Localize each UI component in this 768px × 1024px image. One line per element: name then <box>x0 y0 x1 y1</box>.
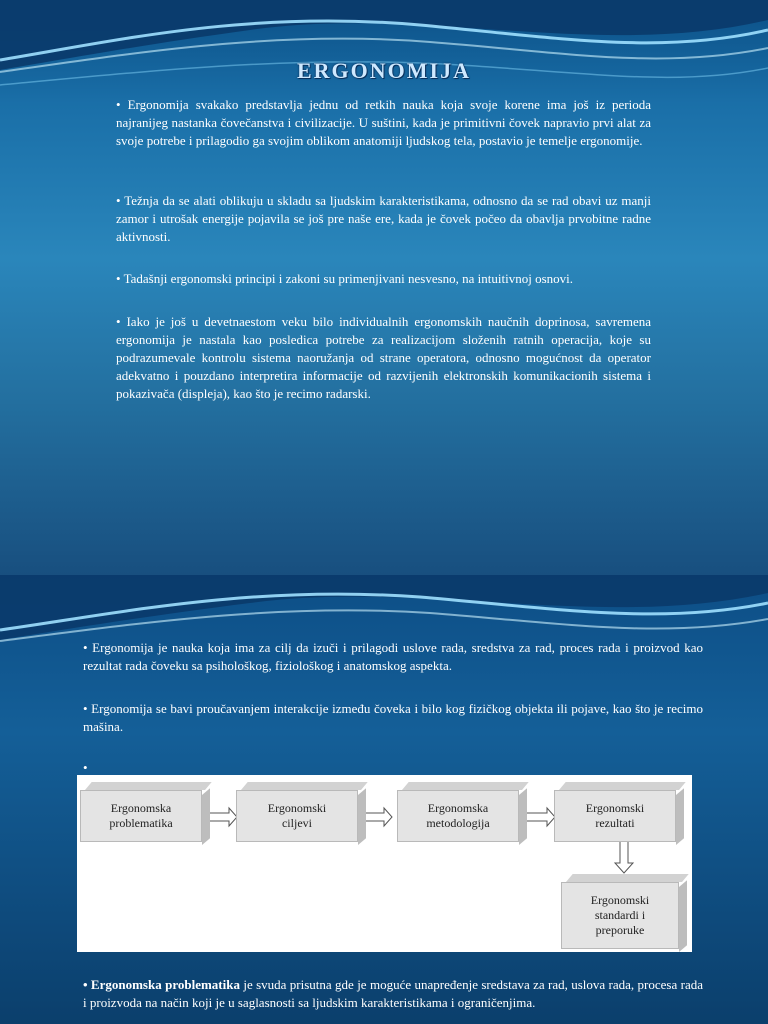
box-ergonomski-standardi: Ergonomski standardi i preporuke <box>561 882 679 949</box>
slide-2 <box>0 575 768 1024</box>
bold-term: • Ergonomska problematika <box>83 977 240 992</box>
arrow-down-icon <box>615 840 633 873</box>
box-ergonomska-problematika: Ergonomska problematika <box>80 790 202 842</box>
box-ergonomska-metodologija: Ergonomska metodologija <box>397 790 519 842</box>
paragraph-2: • Težnja da se alati oblikuju u skladu sa ljudskim karakteristikama, odnosno da se rad obavi uz manji zamor i utrošak energije pojavila se još pre naše ere, kada je čovek počeo da obavlja prvobitne radne aktivnosti. <box>116 193 651 244</box>
paragraph-3: • Tadašnji ergonomski principi i zakoni su primenjivani nesvesno, na intuitivnoj osnovi. <box>116 271 574 286</box>
paragraph-4: • Iako je još u devetnaestom veku bilo individualnih ergonomskih naučnih doprinosa, savremena ergonomija je nastala kao posledica potrebe za realizacijom složenih ratnih operacija, koje su podrazumevale kontrolu sistema naoružanja od strane operatora, odnosno mogućnost da operator adekvatno i pouzdano interpretira informacije od razvijenih elektronskih komunikacionih sistema i pokazivača (displeja), kao što je recimo radarski. <box>116 314 651 401</box>
paragraph-1: • Ergonomija svakako predstavlja jednu od retkih nauka koja svoje korene ima još iz perioda najranijeg nastanka čovečanstva i civilizacije. U suštini, kada je primitivni čovek napravio prvi alat za svoje potrebe i prilagodio ga svojim oblikom anatomiji ljudskog tela, postavio je temelje ergonomije. <box>116 97 651 148</box>
arrow-right-icon <box>525 808 555 826</box>
arrow-right-icon <box>207 808 237 826</box>
paragraph-8-text: je svuda prisutna gde je moguće unapređenje sredstava za rad, uslova rada, procesa rada i proizvoda na način koji je u saglasnosti sa ljudskim karakteristikama i ograničenjima. <box>83 977 703 1010</box>
paragraph-5: • Ergonomija je nauka koja ima za cilj da izuči i prilagodi uslove rada, sredstva za rad, proces rada i proizvod kao rezultat rada čoveku sa psihološkog, fiziološkog i anatomskog aspekta. <box>83 640 703 673</box>
wave-decoration <box>0 0 768 110</box>
paragraph-6: • Ergonomija se bavi proučavanjem interakcije između čoveka i bilo kog fizičkog objekta ili pojave, kao što je recimo mašina. <box>83 701 703 734</box>
box-ergonomski-rezultati: Ergonomski rezultati <box>554 790 676 842</box>
page-title: ERGONOMIJA <box>297 58 471 83</box>
paragraph-7-bullet: • <box>83 760 88 775</box>
box-ergonomski-ciljevi: Ergonomski ciljevi <box>236 790 358 842</box>
paragraph-8 <box>83 976 703 1012</box>
process-diagram <box>77 775 692 952</box>
arrow-right-icon <box>362 808 392 826</box>
